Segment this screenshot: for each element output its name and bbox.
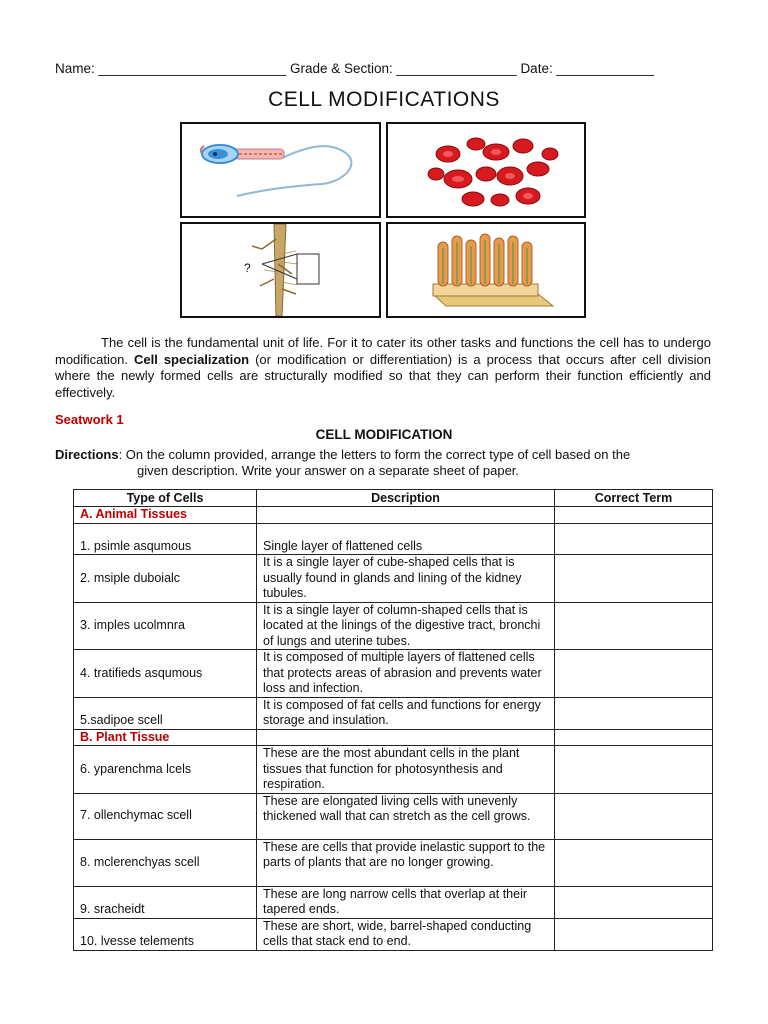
name-field[interactable]: Name: _________________________ <box>55 61 287 76</box>
sperm-cell-image <box>180 122 381 218</box>
cell-type: 1. psimle asqumous <box>74 524 257 555</box>
root-hair-label: ? <box>244 261 251 275</box>
cell-description: It is composed of multiple layers of flattened cells that protects areas of abrasion and prevents water loss and infection. <box>257 650 555 698</box>
header-description: Description <box>257 490 555 507</box>
table-row <box>74 793 713 839</box>
correct-term-answer[interactable] <box>555 918 713 950</box>
correct-term-answer[interactable] <box>555 839 713 886</box>
table-row <box>74 602 713 650</box>
sperm-cell-illustration <box>182 124 379 216</box>
cell-description: These are long narrow cells that overlap at their tapered ends. <box>257 886 555 918</box>
section-title: CELL MODIFICATION <box>315 427 453 442</box>
intro-text-start: The cell is the fundamental unit of life. For it to cater its other tasks and functions the cell has to undergo modification. <box>55 335 711 367</box>
correct-term-answer[interactable] <box>555 555 713 603</box>
grade-section-field[interactable]: Grade & Section: ________________ <box>289 61 517 76</box>
directions-line-1: : On the column provided, arrange the letters to form the correct type of cell based on the <box>118 447 631 462</box>
seatwork-label: Seatwork 1 <box>55 412 124 427</box>
date-field[interactable]: Date: _____________ <box>520 61 655 76</box>
cell-description: These are short, wide, barrel-shaped conducting cells that stack end to end. <box>257 918 555 950</box>
table-row <box>74 524 713 555</box>
cell-description: It is composed of fat cells and functions for energy storage and insulation. <box>257 697 555 729</box>
cell-modification-table <box>73 489 713 951</box>
cell-type: 4. tratifieds asqumous <box>74 650 257 698</box>
table-row <box>74 697 713 729</box>
cell-description: These are elongated living cells with unevenly thickened wall that can stretch as the cell grows. <box>257 793 555 839</box>
correct-term-answer[interactable] <box>555 746 713 794</box>
header-correct-term: Correct Term <box>555 490 713 507</box>
root-hair-illustration <box>182 224 379 316</box>
page-title: CELL MODIFICATIONS <box>268 88 500 111</box>
section-row-animal <box>74 507 713 524</box>
cell-type: 3. imples ucolmnra <box>74 602 257 650</box>
intro-text-end: (or modification or differentiation) is a process that occurs after cell division where the newly formed cells are structurally modified so that they can perform their function efficiently and effectively. <box>55 351 711 400</box>
correct-term-answer[interactable] <box>555 650 713 698</box>
red-blood-cells-image <box>386 122 586 218</box>
table-row <box>74 650 713 698</box>
cell-description: These are cells that provide inelastic support to the parts of plants that are no longer growing. <box>257 839 555 886</box>
table-row <box>74 918 713 950</box>
cell-type: 6. yparenchma lcels <box>74 746 257 794</box>
header-type-of-cells: Type of Cells <box>74 490 257 507</box>
intestinal-villi-image <box>386 222 586 318</box>
cell-type: 5.sadipoe scell <box>74 697 257 729</box>
header-fields <box>55 61 654 76</box>
cell-description: It is a single layer of cube-shaped cells that is usually found in glands and lining of the kidney tubules. <box>257 555 555 603</box>
table-header-row <box>74 490 713 507</box>
table-row <box>74 886 713 918</box>
red-blood-cells-illustration <box>388 124 584 216</box>
correct-term-answer[interactable] <box>555 602 713 650</box>
section-animal-tissues: A. Animal Tissues <box>74 507 257 524</box>
cell-type: 2. msiple duboialc <box>74 555 257 603</box>
cell-description: These are the most abundant cells in the plant tissues that function for photosynthesis and respiration. <box>257 746 555 794</box>
intestinal-villi-illustration <box>388 224 584 316</box>
section-row-plant <box>74 729 713 746</box>
directions <box>55 447 711 479</box>
cell-description: Single layer of flattened cells <box>257 524 555 555</box>
table-row <box>74 746 713 794</box>
table-row <box>74 555 713 603</box>
cell-description: It is a single layer of column-shaped cells that is located at the linings of the digestive tract, bronchi of lungs and uterine tubes. <box>257 602 555 650</box>
cell-type: 10. lvesse telements <box>74 918 257 950</box>
directions-label: Directions <box>55 447 119 462</box>
root-hair-image <box>180 222 381 318</box>
correct-term-answer[interactable] <box>555 793 713 839</box>
section-plant-tissue: B. Plant Tissue <box>74 729 257 746</box>
correct-term-answer[interactable] <box>555 697 713 729</box>
cell-type: 7. ollenchymac scell <box>74 793 257 839</box>
correct-term-answer[interactable] <box>555 886 713 918</box>
directions-line-2: given description. Write your answer on a separate sheet of paper. <box>137 463 520 478</box>
intro-bold-term: Cell specialization <box>133 351 250 367</box>
correct-term-answer[interactable] <box>555 524 713 555</box>
table-row <box>74 839 713 886</box>
cell-type: 9. sracheidt <box>74 886 257 918</box>
cell-type: 8. mclerenchyas scell <box>74 839 257 886</box>
intro-paragraph <box>55 335 711 401</box>
